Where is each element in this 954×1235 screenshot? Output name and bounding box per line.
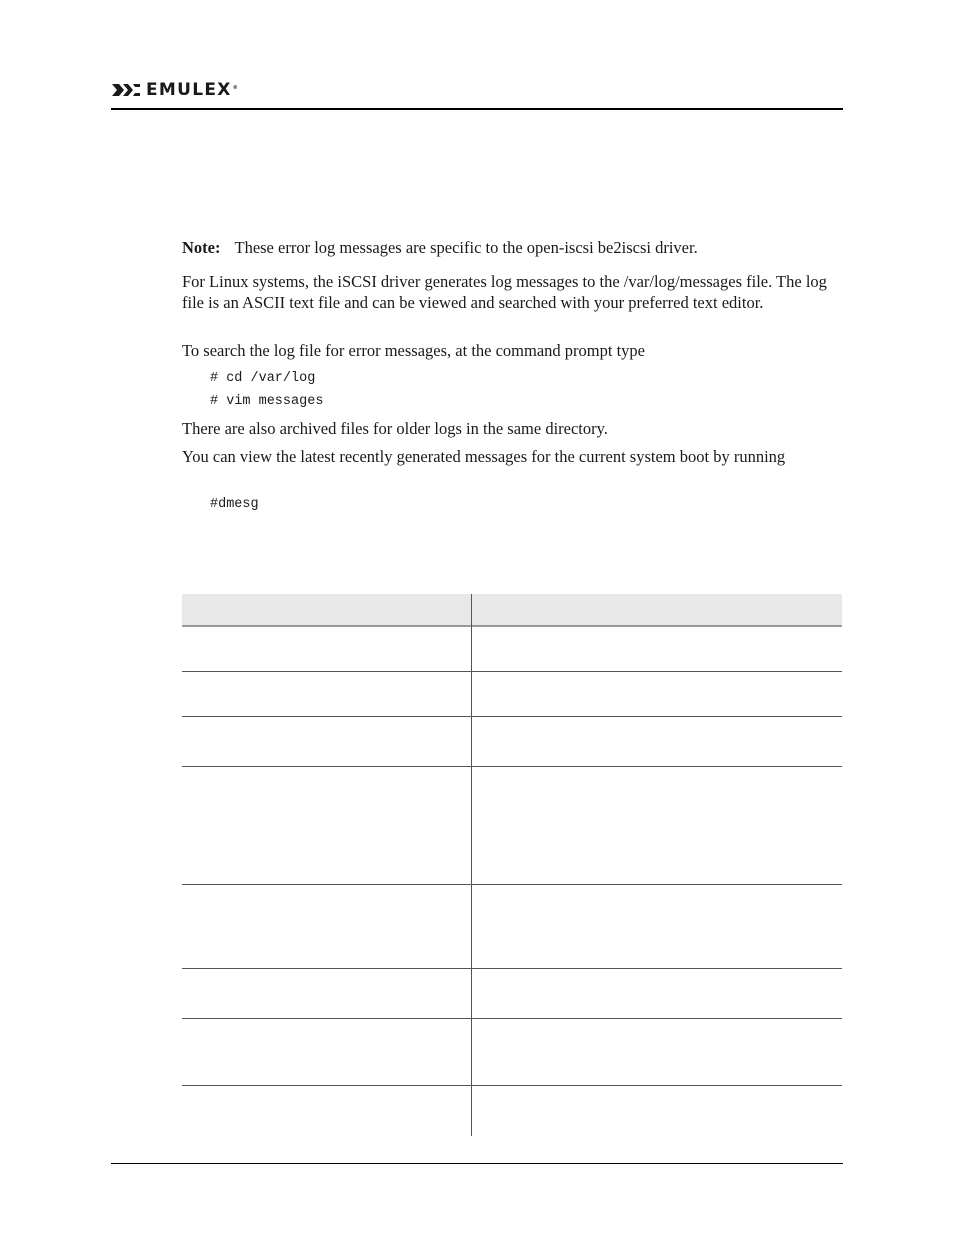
emulex-logo-icon xyxy=(111,82,141,98)
table-row xyxy=(182,716,842,717)
note-label: Note: xyxy=(182,238,221,257)
table-header-divider xyxy=(182,625,842,627)
table-row xyxy=(182,884,842,885)
code-vim-command: # vim messages xyxy=(210,394,324,409)
table-column-divider xyxy=(471,594,472,1136)
error-log-table xyxy=(182,594,842,1136)
paragraph-log-location: For Linux systems, the iSCSI driver generates log messages to the /var/log/messages file. The log file is an ASCII text file and can be viewed and searched with your preferred text editor. xyxy=(182,272,827,312)
code-cd-command: # cd /var/log xyxy=(210,371,316,386)
table-row xyxy=(182,766,842,767)
note xyxy=(182,238,842,259)
paragraph-archived-files: There are also archived files for older logs in the same directory. xyxy=(182,419,608,438)
footer-rule xyxy=(111,1163,843,1164)
code-dmesg-command: #dmesg xyxy=(210,497,259,512)
table-row xyxy=(182,671,842,672)
table-header xyxy=(182,594,842,626)
table-row xyxy=(182,1018,842,1019)
table-row xyxy=(182,1085,842,1086)
emulex-logo xyxy=(111,80,239,100)
paragraph-search-instructions: To search the log file for error messages, at the command prompt type xyxy=(182,341,645,360)
table-row xyxy=(182,968,842,969)
note-text: These error log messages are specific to the open-iscsi be2iscsi driver. xyxy=(234,238,698,257)
header-rule xyxy=(111,108,843,110)
logo-text: EMULEX® xyxy=(146,80,239,100)
paragraph-dmesg: You can view the latest recently generated messages for the current system boot by running xyxy=(182,447,786,466)
